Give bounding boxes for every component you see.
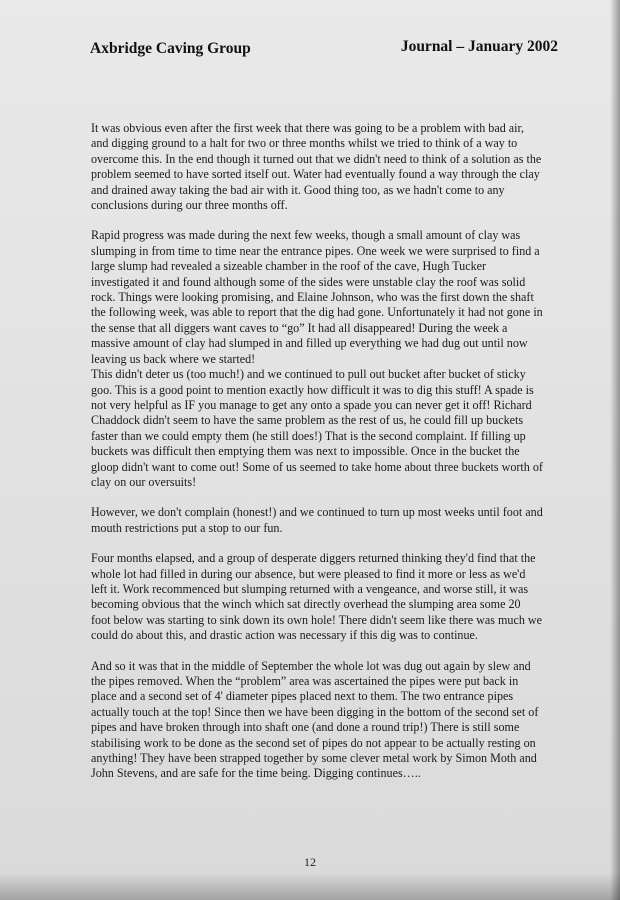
journal-date: Journal – January 2002 xyxy=(400,38,558,55)
paragraph-rapid-progress: Rapid progress was made during the next few weeks, though a small amount of clay was slumping in from time to time near the entrance pipes. One week we were surprised to find a large slump had revealed a sizeable chamber in the roof of the cave, Hugh Tucker investigated it and found although some of the sides were unstable clay the roof was solid rock. Things were looking promising, and Elaine Johnson, who was the first down the shaft the following week, was able to report that the dig had gone. Unfortunately it had not gone in the sense that all diggers want caves to “go” It had all disappeared! During the week a massive amount of clay had slumped in and filled up everything we had dug out until now leaving us back where we started! xyxy=(91,228,543,366)
page-bottom-shadow xyxy=(0,872,620,900)
page-number: 12 xyxy=(304,855,316,869)
paragraph-september: And so it was that in the middle of September the whole lot was dug out again by slew and the pipes removed. When the “problem” area was ascertained the pipes were put back in place and a second set of 4' diameter pipes placed next to them. The two entrance pipes actually touch at the top! Since then we have been digging in the bottom of the second set of pipes and have broken through into shaft one (and done a round trip!) There is still some stabilising work to be done as the second set of pipes do not appear to be actually resting on anything! They have been strapped together by some clever metal work by Simon Moth and John Stevens, and are safe for the time being. Digging continues….. xyxy=(91,658,539,781)
page-edge-shadow xyxy=(610,0,620,900)
article-body xyxy=(91,121,543,797)
paragraph-bad-air: It was obvious even after the first week that there was going to be a problem with bad air, and digging ground to a halt for two or three months whilst we tried to think of a way to overcome this. In the end though it turned out that we didn't need to think of a solution as the problem seemed to have sorted itself out. Water had eventually found a way through the clay and drained away taking the bad air with it. Good thing too, as we hadn't come to any conclusions during our three months off. xyxy=(91,121,542,213)
paragraph-four-months: Four months elapsed, and a group of desperate diggers returned thinking they'd find that the whole lot had filled in during our absence, but were pleased to find it more or less as we'd left it. Work recommenced but slumping returned with a vengeance, and worse still, it was becoming obvious that the winch which sat directly overhead the slumping area some 20 foot below was starting to sink down its own hole! There didn't seem like there was much we could do about this, and drastic action was necessary if this dig was to continue. xyxy=(91,551,543,643)
paragraph-foot-and-mouth: However, we don't complain (honest!) and we continued to turn up most weeks until foot and mouth restrictions put a stop to our fun. xyxy=(91,505,543,535)
group-name: Axbridge Caving Group xyxy=(90,40,251,57)
paragraph-sticky-goo: This didn't deter us (too much!) and we continued to pull out bucket after bucket of sticky goo. This is a good point to mention exactly how difficult it was to dig this stuff! A spade is not very helpful as IF you manage to get any onto a spade you can never get it off! Richard Chaddock didn't seem to have the same problem as the rest of us, he could fill up buckets faster than we could empty them (he still does!) That is the second complaint. If filling up buckets was difficult then emptying them was next to impossible. Once in the bucket the gloop didn't want to come out! Some of us seemed to take home about three buckets worth of clay on our oversuits! xyxy=(91,367,543,489)
page-header xyxy=(88,38,558,62)
